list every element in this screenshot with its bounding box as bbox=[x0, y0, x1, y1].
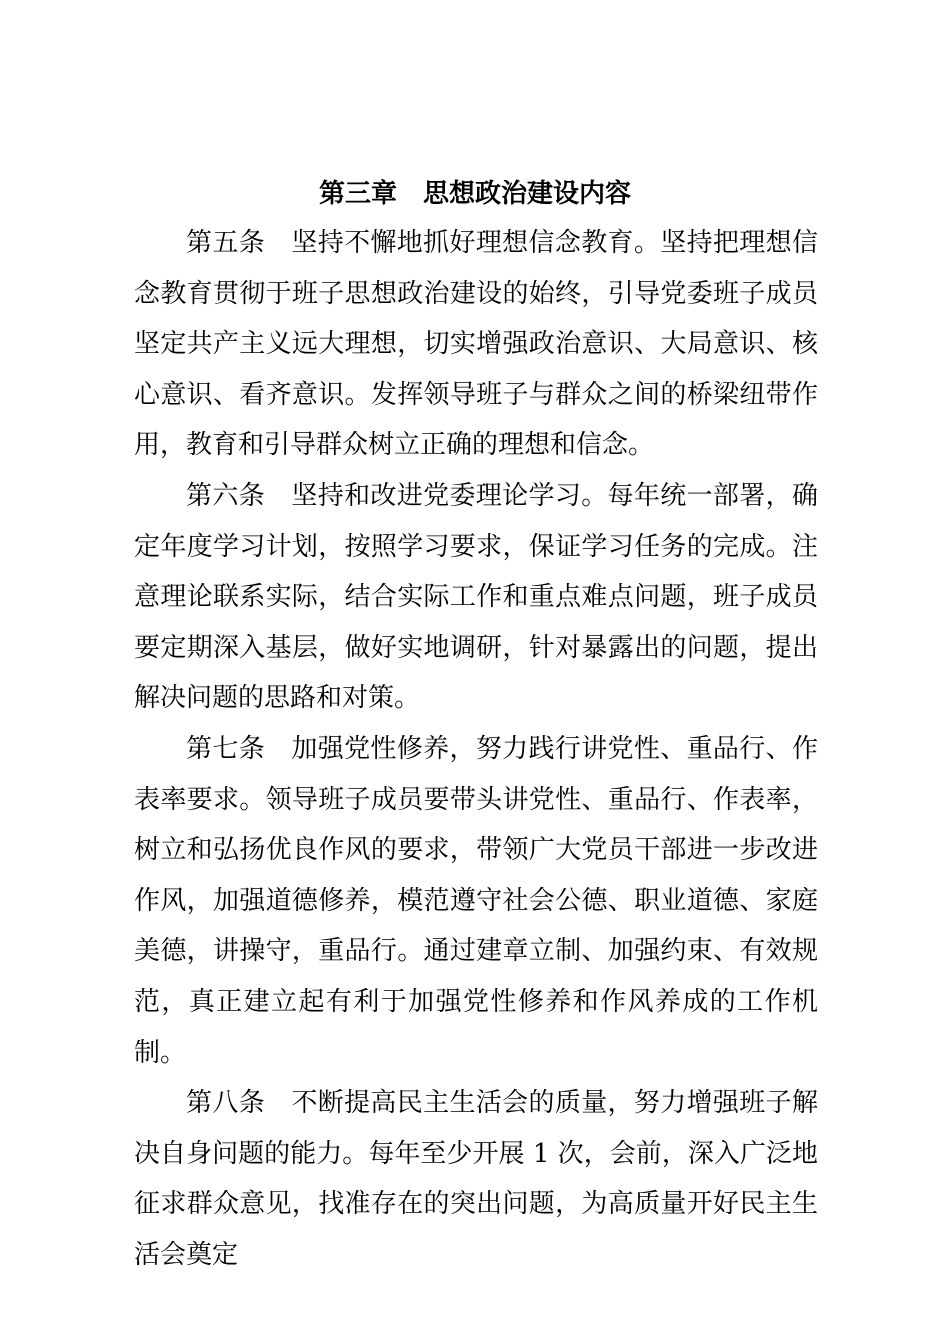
chapter-title: 第三章 思想政治建设内容 bbox=[318, 179, 631, 209]
article-7-text: 加强党性修养，努力践行讲党性、重品行、作表率要求。领导班子成员要带头讲党性、重品行、作表率，树立和弘扬优良作风的要求，带领广大党员干部进一步改进作风，加强道德修养，模范遵守社会公德、职业道德、家庭美德，讲操守，重品行。通过建章立制、加强约束、有效规范，真正建立起有利于加强党性修养和作风养成的工作机制。 bbox=[134, 733, 818, 1068]
article-5 bbox=[134, 218, 818, 471]
document-body bbox=[134, 218, 818, 1280]
article-7-label: 第七条 bbox=[186, 733, 292, 764]
article-8 bbox=[134, 1078, 818, 1280]
article-5-text: 坚持不懈地抓好理想信念教育。坚持把理想信念教育贯彻于班子思想政治建设的始终，引导党委班子成员坚定共产主义远大理想，切实增强政治意识、大局意识、核心意识、看齐意识。发挥领导班子与群众之间的桥梁纽带作用，教育和引导群众树立正确的理想和信念。 bbox=[134, 228, 818, 461]
article-8-text: 不断提高民主生活会的质量，努力增强班子解决自身问题的能力。每年至少开展 1 次，会前，深入广泛地征求群众意见，找准存在的突出问题，为高质量开好民主生活会奠定 bbox=[134, 1088, 818, 1270]
article-6-label: 第六条 bbox=[186, 480, 292, 511]
article-8-label: 第八条 bbox=[186, 1088, 292, 1119]
article-5-label: 第五条 bbox=[186, 228, 292, 258]
article-6-text: 坚持和改进党委理论学习。每年统一部署，确定年度学习计划，按照学习要求，保证学习任务的完成。注意理论联系实际，结合实际工作和重点难点问题，班子成员要定期深入基层，做好实地调研，针对暴露出的问题，提出解决问题的思路和对策。 bbox=[134, 480, 818, 714]
article-6 bbox=[134, 471, 818, 724]
article-7 bbox=[134, 724, 818, 1078]
